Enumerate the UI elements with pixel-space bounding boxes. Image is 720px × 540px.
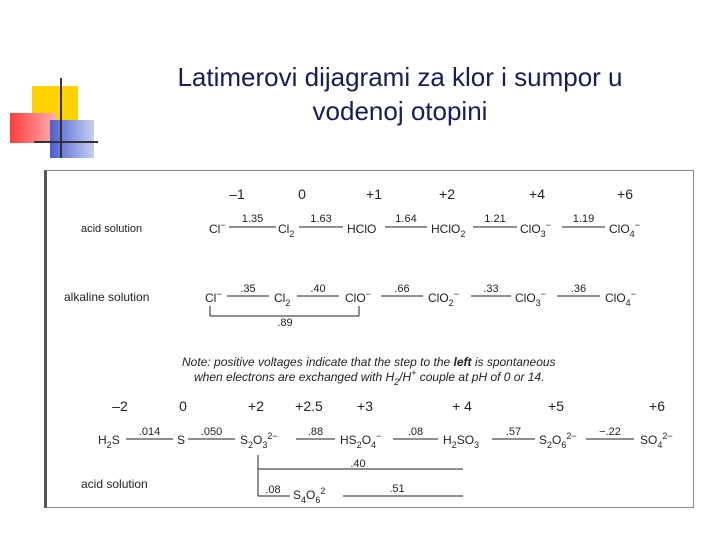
cl-oxidation-state: +4: [529, 186, 545, 202]
s-potential: .57: [505, 426, 522, 438]
s-tetrathionate-right-potential: .51: [389, 483, 405, 495]
s-oxidation-state: 0: [179, 398, 187, 414]
deco-horizontal-line: [34, 141, 98, 143]
cl-alkaline-species: Cl−: [205, 289, 222, 305]
s-species: $H_2SO_3$: [443, 433, 480, 450]
cl-acid-potential: 1.64: [395, 213, 417, 225]
s-potential: .08: [407, 426, 424, 438]
s-species: $HS_2O_4^-$: [340, 431, 382, 450]
slide-title: [110, 60, 690, 128]
cl-alkaline-species: ClO$_2$−: [428, 289, 459, 308]
s-oxidation-state: +5: [548, 398, 564, 414]
note-line-1: Note: positive voltages indicate that the step to the left is spontaneous: [182, 355, 556, 369]
slide-title-line-1: Latimerovi dijagrami za klor i sumpor u: [177, 62, 623, 92]
latimer-diagram: [47, 171, 692, 505]
cl-alkaline-potential: .36: [570, 283, 587, 295]
s-acid-label: acid solution: [81, 477, 148, 491]
cl-oxidation-state: +6: [617, 186, 633, 202]
cl-alkaline-potential: .33: [483, 283, 499, 295]
s-bridge-potential: .40: [350, 458, 366, 470]
note-line-2: when electrons are exchanged with $H_2/H^+$ couple at pH of 0 or 14.: [194, 368, 545, 387]
s-potential: −.22: [599, 426, 621, 438]
s-oxidation-state: + 4: [452, 398, 472, 414]
deco-vertical-line: [60, 78, 62, 158]
s-species: $S_2O_3^{2-}$: [240, 431, 278, 450]
cl-alkaline-label: alkaline solution: [64, 290, 150, 304]
s-species: $S_2O_6^{2-}$: [539, 431, 577, 450]
cl-acid-potential: 1.63: [310, 213, 332, 225]
s-oxidation-state: –2: [112, 398, 128, 414]
cl-acid-potential: 1.35: [241, 213, 264, 225]
cl-oxidation-state: +1: [366, 186, 382, 202]
cl-acid-species: ClO$_4$−: [609, 220, 640, 239]
cl-alkaline-potential: .40: [310, 283, 326, 295]
s-tetrathionate-left-potential: .08: [265, 484, 281, 496]
s-tetrathionate: $S_4O_6^2$: [293, 486, 326, 505]
cl-acid-species: HClO: [347, 222, 377, 236]
cl-acid-species: $Cl_2$: [278, 222, 295, 239]
cl-alkaline-species: $Cl_2$: [274, 291, 291, 308]
cl-alkaline-potential: .66: [394, 283, 410, 295]
slide-title-line-2: vodenoj otopini: [312, 96, 488, 126]
cl-acid-potential: 1.19: [572, 213, 595, 225]
s-oxidation-state: +6: [649, 398, 665, 414]
s-species: $H_2S$: [98, 433, 120, 450]
s-oxidation-state: +2.5: [295, 398, 323, 414]
chlorine-diagram: [64, 186, 640, 329]
s-potential: .050: [200, 426, 223, 438]
s-potential: .88: [307, 426, 324, 438]
s-oxidation-state: +2: [248, 398, 264, 414]
s-species: $SO_4^{2-}$: [640, 431, 673, 450]
s-oxidation-state: +3: [357, 398, 373, 414]
cl-acid-species: HClO$_2$: [431, 222, 466, 239]
cl-oxidation-state: +2: [439, 186, 455, 202]
cl-acid-potential: 1.21: [484, 213, 506, 225]
cl-acid-species: ClO$_3$−: [520, 220, 551, 239]
latimer-diagram-panel: [44, 170, 694, 508]
cl-alkaline-species: ClO−: [345, 289, 371, 305]
cl-alkaline-species: ClO$_3$−: [515, 289, 546, 308]
s-species: S: [177, 433, 186, 447]
sulfur-diagram: [81, 398, 673, 505]
cl-acid-species: Cl−: [209, 220, 226, 236]
cl-acid-label: acid solution: [81, 223, 143, 235]
cl-oxidation-state: 0: [298, 186, 306, 202]
note-text: [182, 355, 556, 387]
deco-blue-square: [50, 120, 94, 158]
cl-alkaline-potential: .35: [240, 283, 256, 295]
cl-oxidation-state: –1: [229, 186, 245, 202]
s-potential: .014: [138, 426, 161, 438]
cl-bridge-potential: .89: [277, 317, 293, 329]
cl-alkaline-species: ClO$_4$−: [605, 289, 636, 308]
